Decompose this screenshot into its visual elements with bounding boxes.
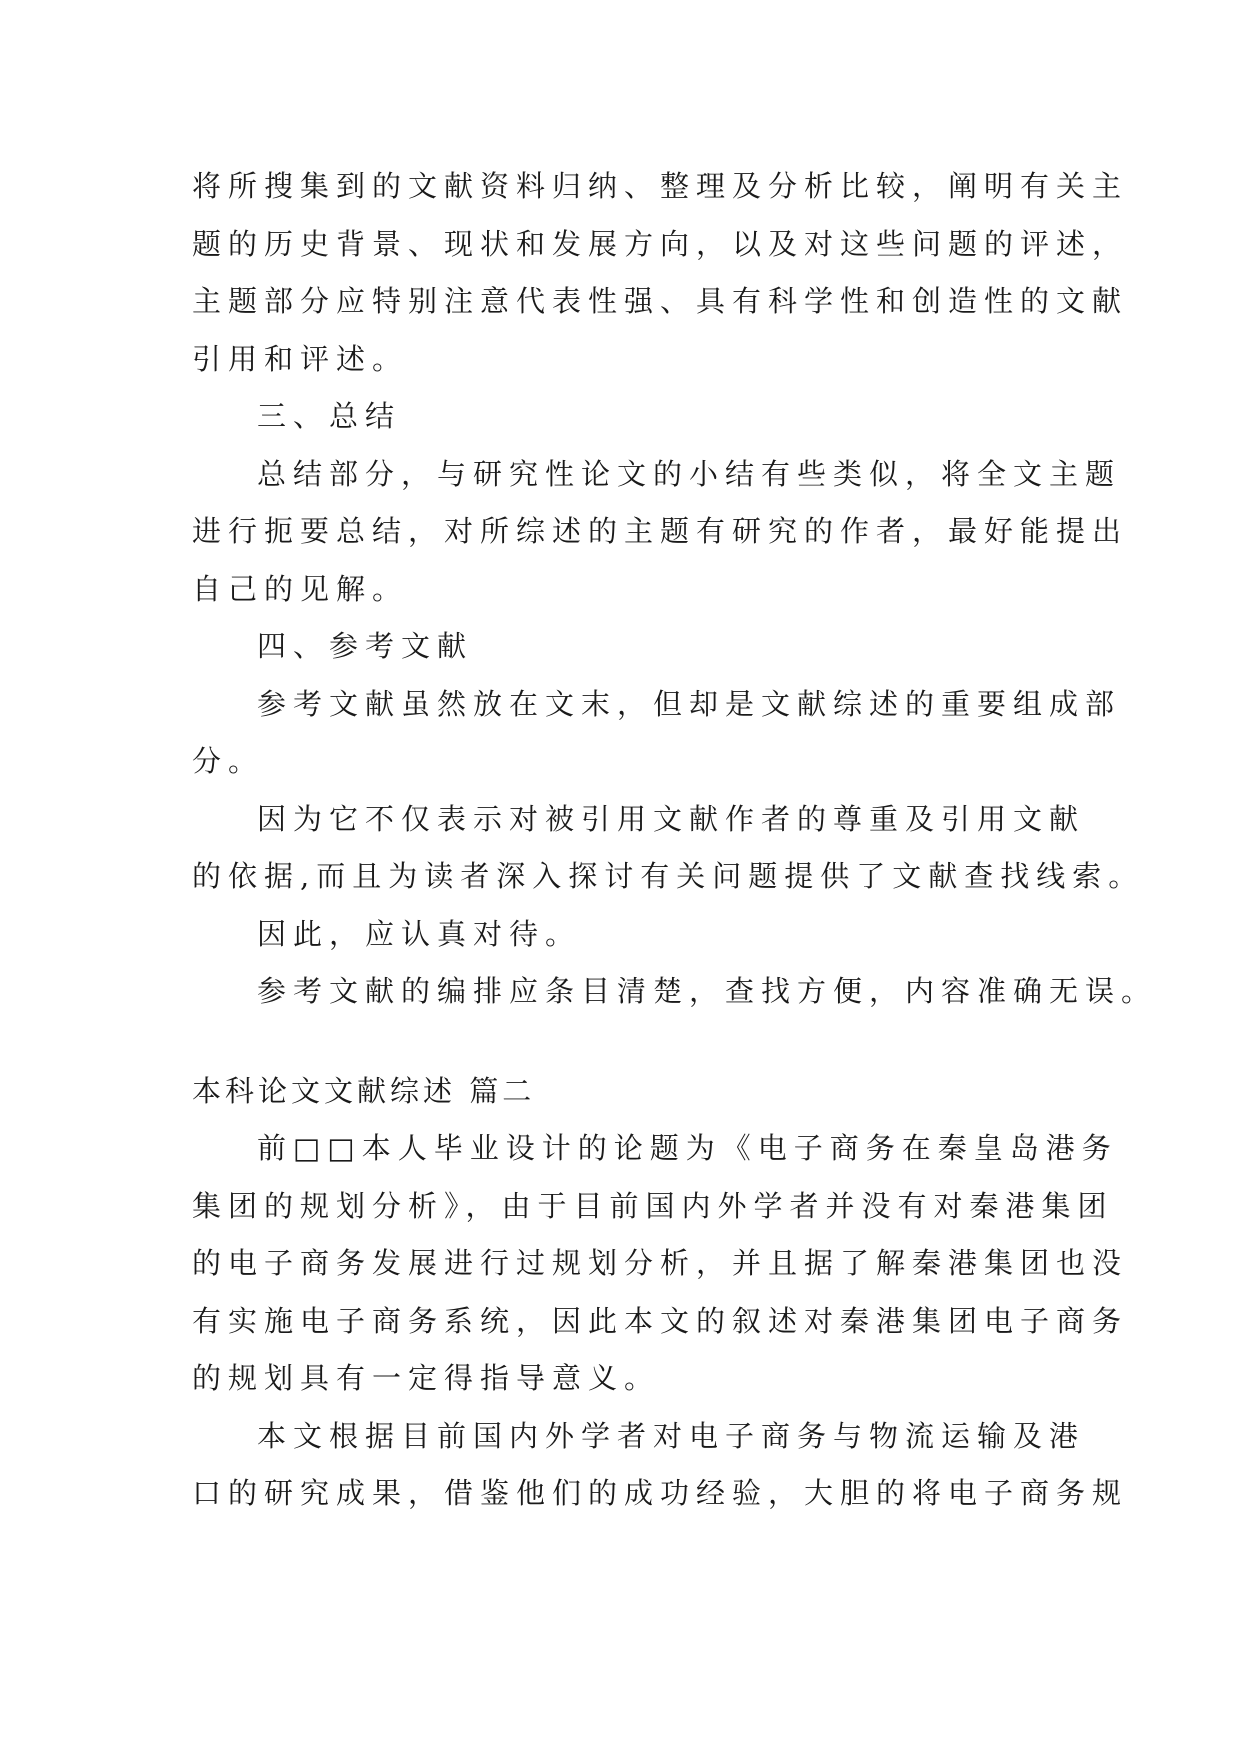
section-heading-summary: 三、总结 [257,399,402,433]
text-line: 题的历史背景、现状和发展方向，以及对这些问题的评述， [192,226,1129,261]
text-line: 有实施电子商务系统，因此本文的叙述对秦港集团电子商务 [192,1303,1129,1338]
text-line: 的电子商务发展进行过规划分析，并且据了解秦港集团也没 [192,1246,1129,1280]
text-line: 的规划具有一定得指导意义。 [192,1361,661,1395]
text-line: 的依据,而且为读者深入探讨有关问题提供了文献查找线索。 [192,859,1145,893]
text-line: 引用和评述。 [192,341,409,376]
section-heading-references: 四、参考文献 [257,629,474,663]
text-line: 进行扼要总结，对所综述的主题有研究的作者，最好能提出 [192,514,1129,548]
paragraph-gap [192,1021,1060,1063]
text-line: 参考文献虽然放在文末，但却是文献综述的重要组成部 [257,686,1122,721]
text-line: 自己的见解。 [192,571,409,606]
text-line: 参考文献的编排应条目清楚，查找方便，内容准确无误。 [257,974,1158,1008]
text-line: 将所搜集到的文献资料归纳、整理及分析比较，阐明有关主 [192,169,1129,203]
text-line: 前□□本人毕业设计的论题为《电子商务在秦皇岛港务 [257,1131,1118,1165]
text-line: 集团的规划分析》，由于目前国内外学者并没有对秦港集团 [192,1188,1114,1223]
text-line: 本文根据目前国内外学者对电子商务与物流运输及港 [257,1418,1086,1453]
text-line: 总结部分，与研究性论文的小结有些类似，将全文主题 [257,456,1122,491]
text-line: 口的研究成果，借鉴他们的成功经验，大胆的将电子商务规 [192,1476,1129,1510]
text-line: 因为它不仅表示对被引用文献作者的尊重及引用文献 [257,801,1086,836]
text-line: 因此，应认真对待。 [257,916,582,951]
text-line: 主题部分应特别注意代表性强、具有科学性和创造性的文献 [192,284,1129,318]
text-line: 分。 [192,744,265,778]
document-body [192,158,1158,1523]
section-title: 本科论文文献综述 篇二 [192,1073,536,1108]
